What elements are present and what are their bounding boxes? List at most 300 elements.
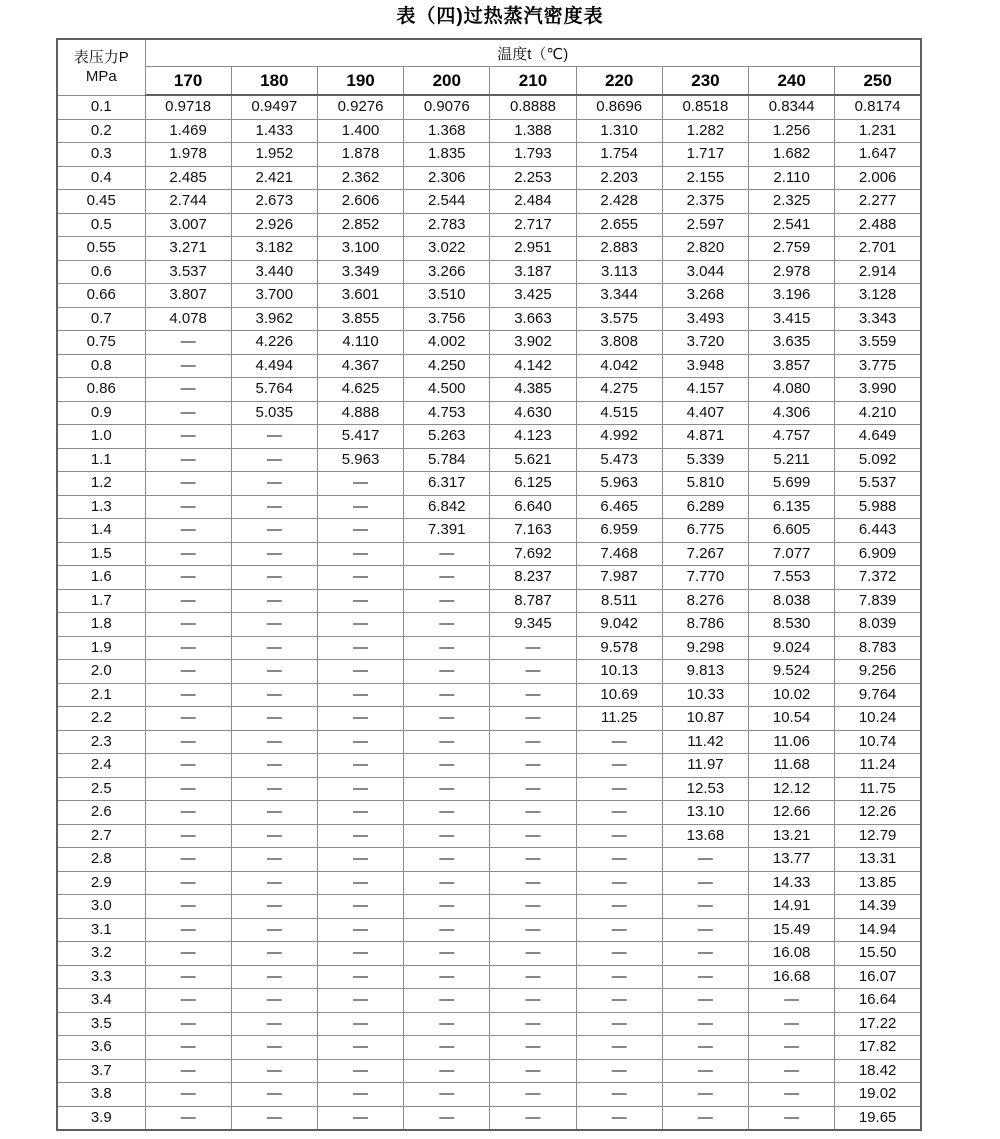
density-cell: 3.857 bbox=[749, 354, 835, 378]
empty-cell: — bbox=[145, 472, 231, 496]
pressure-cell: 3.0 bbox=[57, 895, 145, 919]
empty-cell: — bbox=[662, 1036, 748, 1060]
empty-cell: — bbox=[749, 1036, 835, 1060]
empty-cell: — bbox=[749, 1083, 835, 1107]
empty-cell: — bbox=[231, 636, 317, 660]
density-cell: 2.759 bbox=[749, 237, 835, 261]
table-row bbox=[57, 777, 921, 801]
density-cell: 10.24 bbox=[835, 707, 921, 731]
table-row bbox=[57, 1106, 921, 1130]
empty-cell: — bbox=[145, 1036, 231, 1060]
table-row bbox=[57, 754, 921, 778]
empty-cell: — bbox=[490, 636, 576, 660]
density-cell: 10.33 bbox=[662, 683, 748, 707]
density-cell: 0.8174 bbox=[835, 95, 921, 119]
empty-cell: — bbox=[404, 942, 490, 966]
empty-cell: — bbox=[576, 989, 662, 1013]
density-cell: 1.433 bbox=[231, 119, 317, 143]
pressure-cell: 3.1 bbox=[57, 918, 145, 942]
density-cell: 11.25 bbox=[576, 707, 662, 731]
table-row bbox=[57, 95, 921, 119]
density-cell: 3.808 bbox=[576, 331, 662, 355]
table-row bbox=[57, 989, 921, 1013]
empty-cell: — bbox=[404, 1059, 490, 1083]
density-cell: 6.842 bbox=[404, 495, 490, 519]
density-cell: 6.605 bbox=[749, 519, 835, 543]
density-cell: 14.94 bbox=[835, 918, 921, 942]
empty-cell: — bbox=[145, 942, 231, 966]
density-cell: 16.68 bbox=[749, 965, 835, 989]
empty-cell: — bbox=[145, 965, 231, 989]
empty-cell: — bbox=[662, 871, 748, 895]
empty-cell: — bbox=[404, 1083, 490, 1107]
empty-cell: — bbox=[317, 777, 403, 801]
pressure-cell: 0.4 bbox=[57, 166, 145, 190]
density-cell: 2.110 bbox=[749, 166, 835, 190]
temperature-header-cell: 190 bbox=[317, 67, 403, 96]
empty-cell: — bbox=[749, 989, 835, 1013]
empty-cell: — bbox=[317, 918, 403, 942]
pressure-cell: 2.1 bbox=[57, 683, 145, 707]
density-cell: 18.42 bbox=[835, 1059, 921, 1083]
empty-cell: — bbox=[404, 589, 490, 613]
empty-cell: — bbox=[231, 1106, 317, 1130]
empty-cell: — bbox=[404, 1106, 490, 1130]
table-row bbox=[57, 871, 921, 895]
table-row bbox=[57, 1059, 921, 1083]
empty-cell: — bbox=[317, 660, 403, 684]
table-row bbox=[57, 448, 921, 472]
density-cell: 19.02 bbox=[835, 1083, 921, 1107]
empty-cell: — bbox=[145, 660, 231, 684]
density-cell: 2.253 bbox=[490, 166, 576, 190]
empty-cell: — bbox=[404, 777, 490, 801]
empty-cell: — bbox=[490, 754, 576, 778]
empty-cell: — bbox=[231, 965, 317, 989]
empty-cell: — bbox=[404, 871, 490, 895]
density-cell: 1.647 bbox=[835, 143, 921, 167]
density-cell: 2.883 bbox=[576, 237, 662, 261]
density-cell: 7.987 bbox=[576, 566, 662, 590]
density-cell: 13.77 bbox=[749, 848, 835, 872]
pressure-cell: 2.8 bbox=[57, 848, 145, 872]
table-row bbox=[57, 143, 921, 167]
density-cell: 8.511 bbox=[576, 589, 662, 613]
empty-cell: — bbox=[749, 1059, 835, 1083]
empty-cell: — bbox=[490, 1036, 576, 1060]
empty-cell: — bbox=[231, 589, 317, 613]
density-cell: 5.473 bbox=[576, 448, 662, 472]
temperature-header-cell: 180 bbox=[231, 67, 317, 96]
empty-cell: — bbox=[231, 989, 317, 1013]
empty-cell: — bbox=[404, 542, 490, 566]
temperature-values-row bbox=[57, 67, 921, 96]
empty-cell: — bbox=[404, 730, 490, 754]
density-cell: 13.21 bbox=[749, 824, 835, 848]
density-cell: 19.65 bbox=[835, 1106, 921, 1130]
empty-cell: — bbox=[662, 848, 748, 872]
density-cell: 9.024 bbox=[749, 636, 835, 660]
empty-cell: — bbox=[662, 1012, 748, 1036]
density-cell: 2.673 bbox=[231, 190, 317, 214]
density-cell: 12.79 bbox=[835, 824, 921, 848]
density-cell: 7.077 bbox=[749, 542, 835, 566]
density-cell: 2.597 bbox=[662, 213, 748, 237]
empty-cell: — bbox=[231, 1083, 317, 1107]
empty-cell: — bbox=[576, 895, 662, 919]
pressure-cell: 1.5 bbox=[57, 542, 145, 566]
density-cell: 7.770 bbox=[662, 566, 748, 590]
density-cell: 0.8344 bbox=[749, 95, 835, 119]
empty-cell: — bbox=[490, 824, 576, 848]
table-row bbox=[57, 942, 921, 966]
table-header bbox=[57, 39, 921, 95]
density-cell: 4.992 bbox=[576, 425, 662, 449]
table-row bbox=[57, 848, 921, 872]
pressure-cell: 2.0 bbox=[57, 660, 145, 684]
temperature-header-cell: 250 bbox=[835, 67, 921, 96]
empty-cell: — bbox=[404, 636, 490, 660]
density-cell: 3.756 bbox=[404, 307, 490, 331]
empty-cell: — bbox=[231, 425, 317, 449]
empty-cell: — bbox=[317, 730, 403, 754]
density-cell: 4.757 bbox=[749, 425, 835, 449]
density-cell: 13.85 bbox=[835, 871, 921, 895]
density-cell: 2.306 bbox=[404, 166, 490, 190]
density-cell: 3.343 bbox=[835, 307, 921, 331]
empty-cell: — bbox=[145, 989, 231, 1013]
density-cell: 3.022 bbox=[404, 237, 490, 261]
density-cell: 11.06 bbox=[749, 730, 835, 754]
empty-cell: — bbox=[145, 378, 231, 402]
density-cell: 13.10 bbox=[662, 801, 748, 825]
empty-cell: — bbox=[490, 730, 576, 754]
density-cell: 9.345 bbox=[490, 613, 576, 637]
density-cell: 0.8696 bbox=[576, 95, 662, 119]
density-cell: 5.764 bbox=[231, 378, 317, 402]
density-cell: 4.078 bbox=[145, 307, 231, 331]
table-row bbox=[57, 472, 921, 496]
density-cell: 11.97 bbox=[662, 754, 748, 778]
empty-cell: — bbox=[317, 636, 403, 660]
density-cell: 5.537 bbox=[835, 472, 921, 496]
table-row bbox=[57, 401, 921, 425]
density-cell: 6.909 bbox=[835, 542, 921, 566]
empty-cell: — bbox=[662, 1059, 748, 1083]
density-cell: 9.813 bbox=[662, 660, 748, 684]
density-cell: 3.510 bbox=[404, 284, 490, 308]
empty-cell: — bbox=[749, 1106, 835, 1130]
empty-cell: — bbox=[231, 801, 317, 825]
empty-cell: — bbox=[231, 683, 317, 707]
density-cell: 1.282 bbox=[662, 119, 748, 143]
empty-cell: — bbox=[404, 613, 490, 637]
empty-cell: — bbox=[662, 1083, 748, 1107]
density-cell: 2.717 bbox=[490, 213, 576, 237]
empty-cell: — bbox=[231, 519, 317, 543]
empty-cell: — bbox=[145, 1106, 231, 1130]
density-cell: 3.807 bbox=[145, 284, 231, 308]
empty-cell: — bbox=[145, 1083, 231, 1107]
temperature-group-header: 温度t（℃) bbox=[145, 39, 921, 67]
density-cell: 3.268 bbox=[662, 284, 748, 308]
empty-cell: — bbox=[404, 848, 490, 872]
density-cell: 5.784 bbox=[404, 448, 490, 472]
density-cell: 5.621 bbox=[490, 448, 576, 472]
empty-cell: — bbox=[231, 871, 317, 895]
table-row bbox=[57, 589, 921, 613]
empty-cell: — bbox=[404, 989, 490, 1013]
empty-cell: — bbox=[576, 1012, 662, 1036]
pressure-cell: 1.6 bbox=[57, 566, 145, 590]
density-cell: 3.415 bbox=[749, 307, 835, 331]
density-cell: 3.100 bbox=[317, 237, 403, 261]
density-cell: 1.878 bbox=[317, 143, 403, 167]
density-cell: 10.87 bbox=[662, 707, 748, 731]
empty-cell: — bbox=[231, 1036, 317, 1060]
density-cell: 15.50 bbox=[835, 942, 921, 966]
density-cell: 1.256 bbox=[749, 119, 835, 143]
pressure-cell: 0.5 bbox=[57, 213, 145, 237]
temperature-header-cell: 230 bbox=[662, 67, 748, 96]
empty-cell: — bbox=[231, 848, 317, 872]
empty-cell: — bbox=[317, 942, 403, 966]
empty-cell: — bbox=[404, 660, 490, 684]
empty-cell: — bbox=[145, 401, 231, 425]
density-cell: 11.75 bbox=[835, 777, 921, 801]
table-row bbox=[57, 1012, 921, 1036]
density-cell: 2.926 bbox=[231, 213, 317, 237]
density-cell: 6.640 bbox=[490, 495, 576, 519]
empty-cell: — bbox=[404, 801, 490, 825]
density-cell: 6.135 bbox=[749, 495, 835, 519]
density-cell: 2.541 bbox=[749, 213, 835, 237]
empty-cell: — bbox=[662, 942, 748, 966]
empty-cell: — bbox=[145, 354, 231, 378]
empty-cell: — bbox=[145, 777, 231, 801]
density-cell: 2.428 bbox=[576, 190, 662, 214]
table-row bbox=[57, 119, 921, 143]
empty-cell: — bbox=[404, 566, 490, 590]
empty-cell: — bbox=[317, 754, 403, 778]
table-row bbox=[57, 307, 921, 331]
empty-cell: — bbox=[317, 1106, 403, 1130]
density-cell: 3.902 bbox=[490, 331, 576, 355]
empty-cell: — bbox=[404, 1036, 490, 1060]
density-cell: 4.142 bbox=[490, 354, 576, 378]
empty-cell: — bbox=[404, 683, 490, 707]
density-cell: 3.537 bbox=[145, 260, 231, 284]
empty-cell: — bbox=[317, 1083, 403, 1107]
temperature-header-cell: 200 bbox=[404, 67, 490, 96]
density-cell: 10.13 bbox=[576, 660, 662, 684]
empty-cell: — bbox=[490, 801, 576, 825]
density-cell: 2.783 bbox=[404, 213, 490, 237]
density-cell: 7.553 bbox=[749, 566, 835, 590]
pressure-cell: 0.86 bbox=[57, 378, 145, 402]
empty-cell: — bbox=[317, 589, 403, 613]
empty-cell: — bbox=[490, 1012, 576, 1036]
density-cell: 5.092 bbox=[835, 448, 921, 472]
pressure-header-line1: 表压力P bbox=[73, 49, 129, 67]
density-cell: 3.575 bbox=[576, 307, 662, 331]
pressure-cell: 2.2 bbox=[57, 707, 145, 731]
density-cell: 3.113 bbox=[576, 260, 662, 284]
empty-cell: — bbox=[317, 1012, 403, 1036]
pressure-cell: 0.55 bbox=[57, 237, 145, 261]
density-cell: 7.468 bbox=[576, 542, 662, 566]
density-cell: 6.775 bbox=[662, 519, 748, 543]
empty-cell: — bbox=[231, 566, 317, 590]
pressure-cell: 3.8 bbox=[57, 1083, 145, 1107]
density-cell: 0.9718 bbox=[145, 95, 231, 119]
temperature-header-cell: 170 bbox=[145, 67, 231, 96]
pressure-cell: 1.1 bbox=[57, 448, 145, 472]
density-cell: 11.68 bbox=[749, 754, 835, 778]
empty-cell: — bbox=[317, 542, 403, 566]
density-cell: 8.276 bbox=[662, 589, 748, 613]
density-cell: 2.914 bbox=[835, 260, 921, 284]
pressure-cell: 2.5 bbox=[57, 777, 145, 801]
table-row bbox=[57, 237, 921, 261]
density-cell: 1.793 bbox=[490, 143, 576, 167]
density-cell: 3.196 bbox=[749, 284, 835, 308]
density-cell: 16.08 bbox=[749, 942, 835, 966]
empty-cell: — bbox=[576, 1059, 662, 1083]
density-cell: 5.699 bbox=[749, 472, 835, 496]
density-cell: 14.33 bbox=[749, 871, 835, 895]
pressure-cell: 3.4 bbox=[57, 989, 145, 1013]
pressure-cell: 2.4 bbox=[57, 754, 145, 778]
density-cell: 1.368 bbox=[404, 119, 490, 143]
density-cell: 10.54 bbox=[749, 707, 835, 731]
density-cell: 9.524 bbox=[749, 660, 835, 684]
pressure-cell: 3.7 bbox=[57, 1059, 145, 1083]
table-row bbox=[57, 331, 921, 355]
density-cell: 11.24 bbox=[835, 754, 921, 778]
pressure-cell: 0.1 bbox=[57, 95, 145, 119]
empty-cell: — bbox=[576, 1036, 662, 1060]
empty-cell: — bbox=[490, 1083, 576, 1107]
pressure-cell: 1.8 bbox=[57, 613, 145, 637]
empty-cell: — bbox=[145, 331, 231, 355]
density-cell: 2.006 bbox=[835, 166, 921, 190]
empty-cell: — bbox=[145, 895, 231, 919]
empty-cell: — bbox=[317, 824, 403, 848]
density-cell: 3.187 bbox=[490, 260, 576, 284]
table-row bbox=[57, 636, 921, 660]
empty-cell: — bbox=[576, 801, 662, 825]
empty-cell: — bbox=[404, 754, 490, 778]
density-cell: 10.02 bbox=[749, 683, 835, 707]
density-cell: 16.07 bbox=[835, 965, 921, 989]
density-cell: 4.630 bbox=[490, 401, 576, 425]
empty-cell: — bbox=[576, 1083, 662, 1107]
density-cell: 1.400 bbox=[317, 119, 403, 143]
empty-cell: — bbox=[576, 824, 662, 848]
empty-cell: — bbox=[231, 472, 317, 496]
temperature-header-cell: 220 bbox=[576, 67, 662, 96]
pressure-cell: 0.6 bbox=[57, 260, 145, 284]
density-cell: 4.157 bbox=[662, 378, 748, 402]
density-cell: 4.871 bbox=[662, 425, 748, 449]
density-cell: 3.440 bbox=[231, 260, 317, 284]
density-cell: 15.49 bbox=[749, 918, 835, 942]
density-cell: 7.163 bbox=[490, 519, 576, 543]
density-cell: 3.663 bbox=[490, 307, 576, 331]
density-cell: 13.31 bbox=[835, 848, 921, 872]
density-cell: 12.26 bbox=[835, 801, 921, 825]
empty-cell: — bbox=[317, 801, 403, 825]
density-cell: 8.237 bbox=[490, 566, 576, 590]
empty-cell: — bbox=[662, 918, 748, 942]
empty-cell: — bbox=[576, 871, 662, 895]
empty-cell: — bbox=[145, 730, 231, 754]
empty-cell: — bbox=[317, 495, 403, 519]
density-cell: 2.978 bbox=[749, 260, 835, 284]
density-cell: 5.963 bbox=[317, 448, 403, 472]
temperature-label-row bbox=[57, 39, 921, 67]
density-cell: 5.339 bbox=[662, 448, 748, 472]
density-cell: 12.12 bbox=[749, 777, 835, 801]
density-cell: 6.465 bbox=[576, 495, 662, 519]
density-cell: 3.635 bbox=[749, 331, 835, 355]
density-cell: 4.407 bbox=[662, 401, 748, 425]
density-cell: 1.469 bbox=[145, 119, 231, 143]
density-cell: 4.385 bbox=[490, 378, 576, 402]
density-cell: 0.9276 bbox=[317, 95, 403, 119]
density-cell: 8.787 bbox=[490, 589, 576, 613]
density-cell: 2.606 bbox=[317, 190, 403, 214]
empty-cell: — bbox=[662, 895, 748, 919]
table-row bbox=[57, 824, 921, 848]
pressure-cell: 1.0 bbox=[57, 425, 145, 449]
empty-cell: — bbox=[145, 848, 231, 872]
density-cell: 5.988 bbox=[835, 495, 921, 519]
table-row bbox=[57, 213, 921, 237]
empty-cell: — bbox=[490, 895, 576, 919]
density-cell: 4.367 bbox=[317, 354, 403, 378]
pressure-cell: 0.2 bbox=[57, 119, 145, 143]
empty-cell: — bbox=[490, 942, 576, 966]
empty-cell: — bbox=[231, 918, 317, 942]
table-row bbox=[57, 495, 921, 519]
density-cell: 2.820 bbox=[662, 237, 748, 261]
empty-cell: — bbox=[317, 848, 403, 872]
empty-cell: — bbox=[231, 660, 317, 684]
density-cell: 4.250 bbox=[404, 354, 490, 378]
density-cell: 2.484 bbox=[490, 190, 576, 214]
empty-cell: — bbox=[231, 730, 317, 754]
density-cell: 8.530 bbox=[749, 613, 835, 637]
density-cell: 2.203 bbox=[576, 166, 662, 190]
empty-cell: — bbox=[231, 824, 317, 848]
empty-cell: — bbox=[145, 1012, 231, 1036]
table-row bbox=[57, 566, 921, 590]
density-cell: 7.267 bbox=[662, 542, 748, 566]
density-cell: 6.959 bbox=[576, 519, 662, 543]
empty-cell: — bbox=[576, 848, 662, 872]
density-cell: 5.035 bbox=[231, 401, 317, 425]
empty-cell: — bbox=[404, 824, 490, 848]
density-cell: 3.990 bbox=[835, 378, 921, 402]
density-cell: 6.289 bbox=[662, 495, 748, 519]
table-row bbox=[57, 730, 921, 754]
density-cell: 7.391 bbox=[404, 519, 490, 543]
empty-cell: — bbox=[231, 895, 317, 919]
empty-cell: — bbox=[231, 942, 317, 966]
density-cell: 6.125 bbox=[490, 472, 576, 496]
